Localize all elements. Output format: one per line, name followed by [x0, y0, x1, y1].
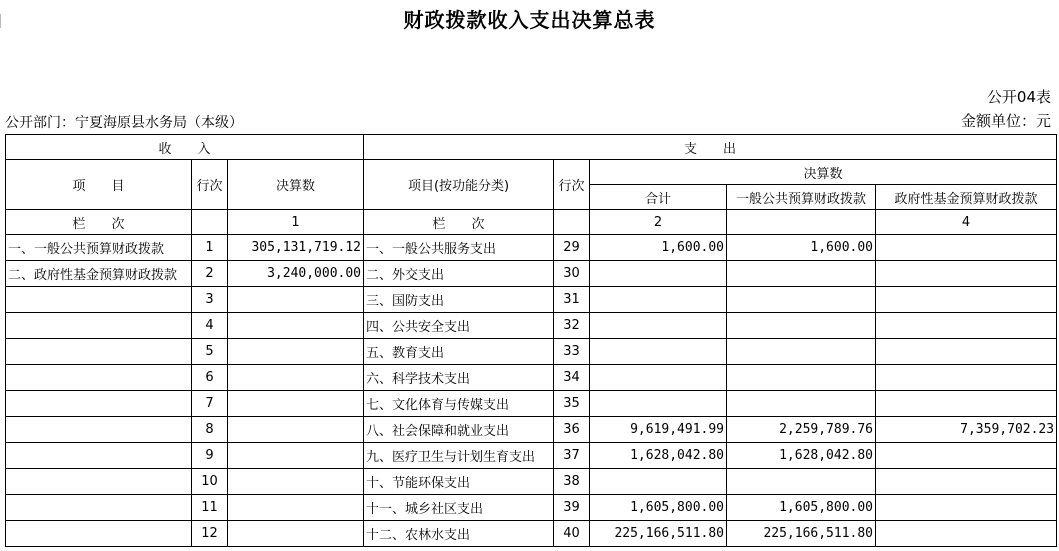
table-row — [6, 391, 1057, 417]
expense-row-no: 40 — [554, 521, 590, 547]
income-item — [6, 417, 192, 443]
expense-row-no: 30 — [554, 261, 590, 287]
expense-total — [590, 287, 727, 313]
amount-unit-label: 金额单位：元 — [960, 112, 1051, 130]
expense-total — [590, 261, 727, 287]
income-row-no: 4 — [192, 313, 228, 339]
income-item — [6, 391, 192, 417]
expense-total: 1,628,042.80 — [590, 443, 727, 469]
table-row — [6, 287, 1057, 313]
general-budget-amount — [727, 391, 876, 417]
general-budget-amount: 1,600.00 — [727, 235, 876, 261]
general-budget-amount — [727, 313, 876, 339]
general-budget-amount — [727, 365, 876, 391]
expense-item: 三、国防支出 — [364, 287, 554, 313]
table-row — [6, 495, 1057, 521]
income-amount — [228, 313, 364, 339]
expense-item: 四、公共安全支出 — [364, 313, 554, 339]
table-row — [6, 521, 1057, 547]
income-amount — [228, 443, 364, 469]
income-amount — [228, 339, 364, 365]
expense-total: 1,605,800.00 — [590, 495, 727, 521]
budget-table — [5, 134, 1057, 547]
income-row-no: 12 — [192, 521, 228, 547]
gov-fund-amount: 7,359,702.23 — [876, 417, 1057, 443]
general-budget-amount: 1,628,042.80 — [727, 443, 876, 469]
gov-fund-amount — [876, 287, 1057, 313]
general-budget-amount — [727, 339, 876, 365]
income-row-no: 5 — [192, 339, 228, 365]
gov-fund-amount — [876, 313, 1057, 339]
col-number-4: 4 — [876, 210, 1057, 235]
gov-fund-amount — [876, 365, 1057, 391]
income-amount: 3,240,000.00 — [228, 261, 364, 287]
income-final-amount-header: 决算数 — [228, 160, 364, 210]
income-amount — [228, 287, 364, 313]
expense-item: 二、外交支出 — [364, 261, 554, 287]
expense-final-amount-header: 决算数 — [590, 160, 1057, 185]
gov-fund-amount — [876, 495, 1057, 521]
income-item: 二、政府性基金预算财政拨款 — [6, 261, 192, 287]
general-budget-amount: 1,605,800.00 — [727, 495, 876, 521]
income-amount — [228, 495, 364, 521]
general-budget-amount — [727, 261, 876, 287]
table-row — [6, 313, 1057, 339]
expense-item: 七、文化体育与传媒支出 — [364, 391, 554, 417]
income-row-no: 3 — [192, 287, 228, 313]
expense-total: 225,166,511.80 — [590, 521, 727, 547]
gov-fund-amount — [876, 339, 1057, 365]
expense-row-no: 32 — [554, 313, 590, 339]
income-item — [6, 469, 192, 495]
income-item — [6, 521, 192, 547]
expense-total — [590, 391, 727, 417]
income-item-header: 项 目 — [6, 160, 192, 210]
general-budget-amount: 2,259,789.76 — [727, 417, 876, 443]
gov-fund-amount — [876, 469, 1057, 495]
income-item — [6, 339, 192, 365]
income-row-no: 9 — [192, 443, 228, 469]
expense-row-no-header: 行次 — [554, 160, 590, 210]
income-amount: 305,131,719.12 — [228, 235, 364, 261]
expense-row-no: 34 — [554, 365, 590, 391]
table-row — [6, 365, 1057, 391]
col-number-2: 2 — [590, 210, 727, 235]
expense-row-no: 39 — [554, 495, 590, 521]
income-header: 收 入 — [6, 135, 364, 160]
expense-item-header: 项目(按功能分类) — [364, 160, 554, 210]
expense-item: 十、节能环保支出 — [364, 469, 554, 495]
gov-fund-amount — [876, 443, 1057, 469]
expense-item: 十二、农林水支出 — [364, 521, 554, 547]
income-item — [6, 495, 192, 521]
table-row — [6, 339, 1057, 365]
income-row-no: 11 — [192, 495, 228, 521]
general-budget-amount: 225,166,511.80 — [727, 521, 876, 547]
income-item: 一、一般公共预算财政拨款 — [6, 235, 192, 261]
expense-row-no: 35 — [554, 391, 590, 417]
expense-row-no: 29 — [554, 235, 590, 261]
expense-total: 1,600.00 — [590, 235, 727, 261]
expense-row-no: 38 — [554, 469, 590, 495]
table-row — [6, 235, 1057, 261]
col-label: 栏 次 — [6, 210, 192, 235]
gov-fund-header: 政府性基金预算财政拨款 — [876, 185, 1057, 210]
expense-total — [590, 365, 727, 391]
income-item — [6, 443, 192, 469]
income-amount — [228, 521, 364, 547]
col-label-expense: 栏 次 — [364, 210, 554, 235]
table-row — [6, 469, 1057, 495]
col-number-1: 1 — [228, 210, 364, 235]
table-row — [6, 443, 1057, 469]
expense-total — [590, 469, 727, 495]
income-amount — [228, 391, 364, 417]
table-row — [6, 417, 1057, 443]
income-item — [6, 287, 192, 313]
income-amount — [228, 365, 364, 391]
income-row-no: 6 — [192, 365, 228, 391]
expense-row-no: 33 — [554, 339, 590, 365]
income-row-no: 7 — [192, 391, 228, 417]
expense-row-no: 36 — [554, 417, 590, 443]
gov-fund-amount — [876, 261, 1057, 287]
expense-item: 五、教育支出 — [364, 339, 554, 365]
income-amount — [228, 417, 364, 443]
expense-item: 一、一般公共服务支出 — [364, 235, 554, 261]
general-budget-amount — [727, 469, 876, 495]
expense-item: 九、医疗卫生与计划生育支出 — [364, 443, 554, 469]
form-number: 公开04表 — [986, 88, 1051, 106]
expense-item: 六、科学技术支出 — [364, 365, 554, 391]
income-row-no: 2 — [192, 261, 228, 287]
expense-total — [590, 313, 727, 339]
expense-row-no: 37 — [554, 443, 590, 469]
expense-header: 支 出 — [364, 135, 1057, 160]
department-label: 公开部门：宁夏海原县水务局（本级） — [5, 115, 243, 131]
gov-fund-amount — [876, 391, 1057, 417]
general-budget-amount — [727, 287, 876, 313]
gov-fund-amount — [876, 235, 1057, 261]
income-item — [6, 313, 192, 339]
gov-fund-amount — [876, 521, 1057, 547]
income-item — [6, 365, 192, 391]
table-row — [6, 261, 1057, 287]
expense-total: 9,619,491.99 — [590, 417, 727, 443]
general-budget-header: 一般公共预算财政拨款 — [727, 185, 876, 210]
income-amount — [228, 469, 364, 495]
total-header: 合计 — [590, 185, 727, 210]
income-row-no-header: 行次 — [192, 160, 228, 210]
expense-total — [590, 339, 727, 365]
income-row-no: 1 — [192, 235, 228, 261]
income-row-no: 8 — [192, 417, 228, 443]
expense-item: 八、社会保障和就业支出 — [364, 417, 554, 443]
page-title: 财政拨款收入支出决算总表 — [403, 8, 656, 32]
expense-row-no: 31 — [554, 287, 590, 313]
expense-item: 十一、城乡社区支出 — [364, 495, 554, 521]
income-row-no: 10 — [192, 469, 228, 495]
